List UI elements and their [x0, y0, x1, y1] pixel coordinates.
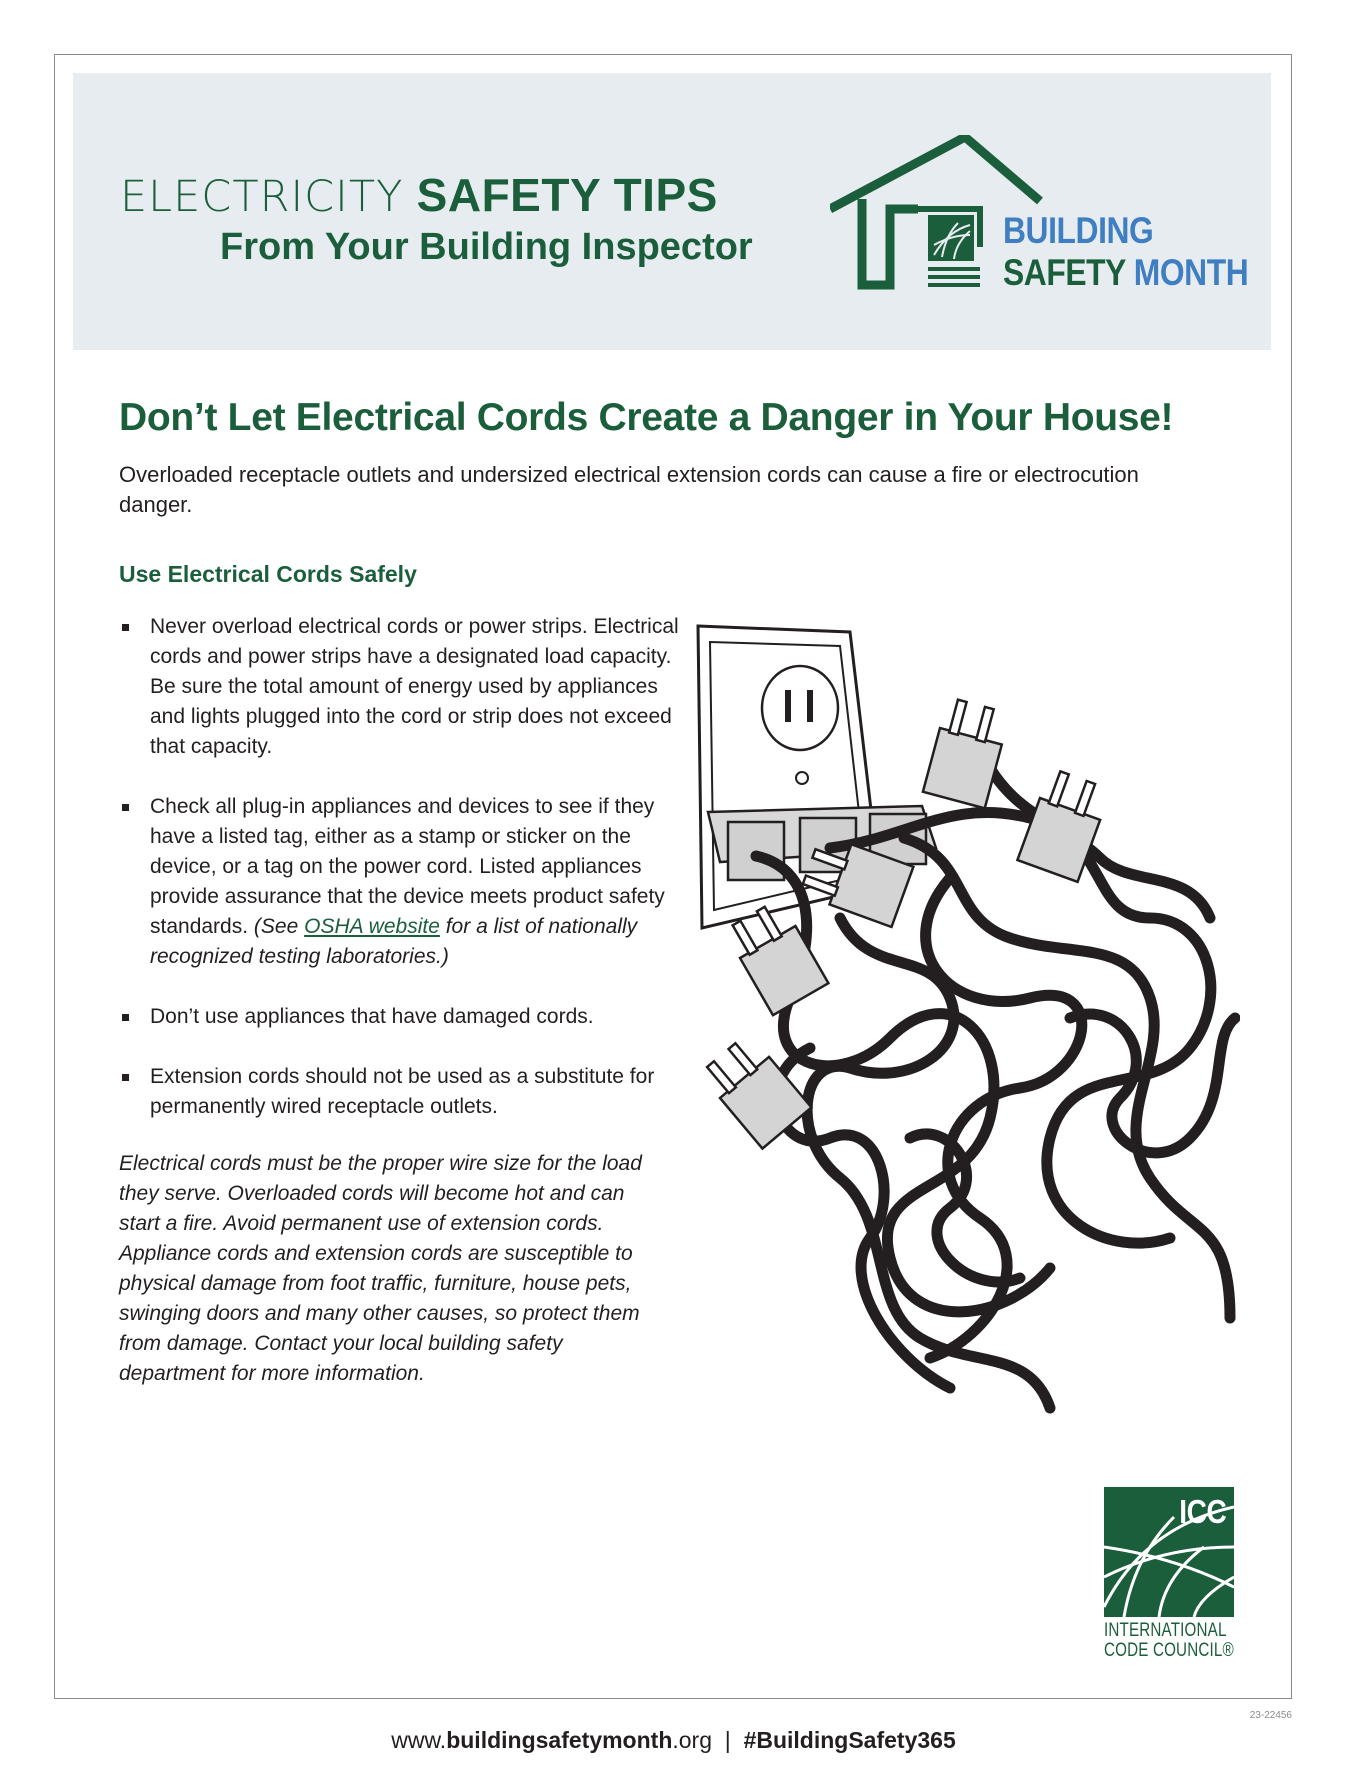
logo-line-1: BUILDING — [1003, 210, 1154, 251]
osha-website-link[interactable]: OSHA website — [304, 915, 440, 938]
document-code: 23-22456 — [1249, 1710, 1292, 1721]
icc-abbr: ICC — [1178, 1493, 1226, 1530]
logo-line-2-b: MONTH — [1133, 252, 1249, 293]
bullet-note-suffix: for a list of nationally recognized testing laboratories.) — [150, 915, 638, 968]
icc-logo — [1104, 1487, 1234, 1660]
footer-url[interactable] — [391, 1727, 712, 1753]
closing-paragraph: Electrical cords must be the proper wire size for the load they serve. Overloaded cords will become hot and can start a fire. Avoid permanent use of extension cords. Appliance cords and extension cords are susceptible to physical damage from foot traffic, furniture, house pets, swinging doors and many other causes, so protect them from damage. Contact your local building safety department for more information. — [119, 1152, 642, 1385]
bullet-marker — [122, 1074, 129, 1081]
list-item — [119, 612, 679, 762]
tangled-cords-outlet-illustration — [690, 618, 1240, 1418]
icc-globe-icon — [1104, 1487, 1234, 1617]
footer-url-suffix: .org — [672, 1727, 713, 1753]
icc-name-line-1: INTERNATIONAL — [1104, 1620, 1227, 1641]
page-headline: Don’t Let Electrical Cords Create a Danger in Your House! — [119, 396, 1174, 439]
icc-name-line-2: CODE COUNCIL® — [1104, 1640, 1234, 1661]
banner-title-bold: SAFETY TIPS — [416, 169, 718, 221]
building-safety-month-wordmark — [1003, 210, 1248, 294]
footer-separator: | — [712, 1727, 744, 1753]
list-item — [119, 1002, 679, 1032]
intro-paragraph: Overloaded receptacle outlets and undersized electrical extension cords can cause a fire or electrocution danger. — [119, 462, 1139, 517]
bullet-marker — [122, 624, 129, 631]
bullet-marker — [122, 804, 129, 811]
plug-icon — [923, 697, 1010, 808]
footer-hashtag: #BuildingSafety365 — [743, 1727, 956, 1753]
logo-line-2 — [1003, 252, 1248, 294]
logo-line-2-a: SAFETY — [1003, 252, 1126, 293]
bullet-text: Check all plug-in appliances and devices to see if they have a listed tag, either as a stamp or sticker on the device, or a tag on the power cord. Listed appliances provide assurance that the device meets product safety standards. — [150, 795, 665, 938]
footer-url-prefix: www. — [391, 1727, 447, 1753]
banner-title-light: ELECTRICITY — [120, 172, 404, 222]
icc-name — [1104, 1621, 1234, 1661]
bullet-text: Never overload electrical cords or power strips. Electrical cords and power strips have a designated load capacity. Be sure the total amount of energy used by appliances and lights plugged into the cord or strip does not exceed that capacity. — [150, 615, 679, 758]
banner-subtitle: From Your Building Inspector — [220, 226, 753, 268]
bullet-text: Don’t use appliances that have damaged cords. — [150, 1005, 594, 1028]
banner-title — [120, 169, 718, 222]
bullet-text: Extension cords should not be used as a substitute for permanently wired receptacle outlets. — [150, 1065, 655, 1118]
bullet-note-prefix: (See — [253, 915, 305, 938]
list-item — [119, 1062, 679, 1122]
footer — [0, 1727, 1347, 1754]
footer-url-domain: buildingsafetymonth — [446, 1727, 673, 1753]
bullet-marker — [122, 1014, 129, 1021]
safety-tips-list — [119, 612, 679, 1152]
outlet-socket-icon — [762, 666, 838, 750]
list-item — [119, 792, 679, 972]
section-heading: Use Electrical Cords Safely — [119, 561, 417, 587]
